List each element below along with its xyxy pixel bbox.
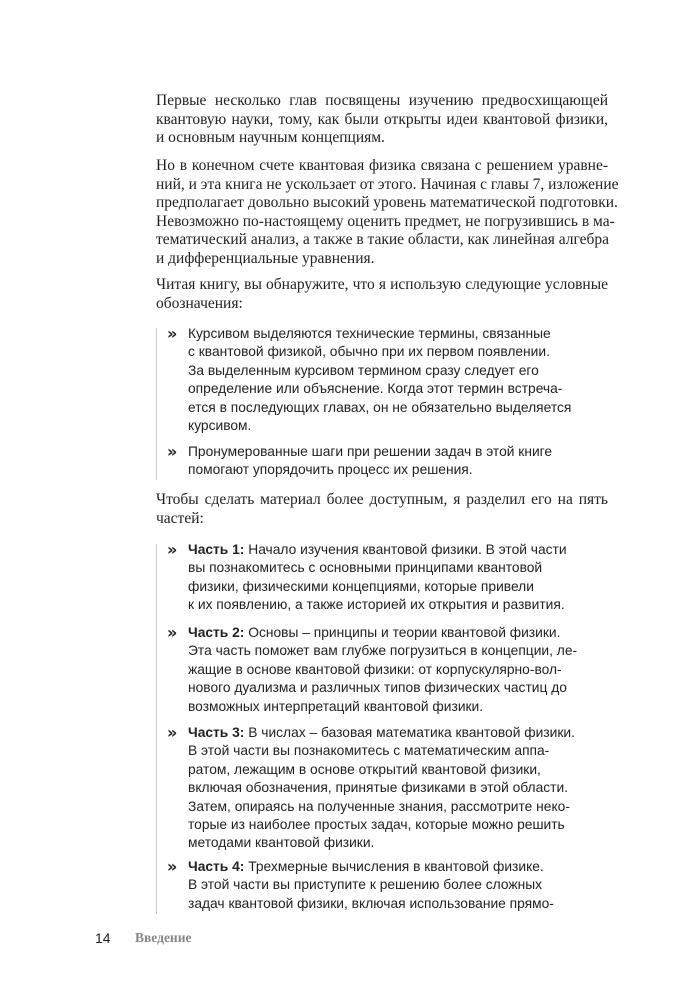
text-line: частей: [156,509,204,527]
intro-paragraph-2 [156,157,619,269]
text-line: определение или объяснение. Когда этот термин встреча- [188,381,563,397]
part-label: Часть 4: [188,859,245,874]
text-line: включая обозначения, принятые физиками в этой области. [188,780,569,796]
text-line: тематический анализ, а также в такие области, как линейная алгебра [156,231,610,249]
text-line: задач квантовой физики, включая использование прямо- [188,895,554,911]
text-line [188,624,583,642]
text-line: нового дуализма и различных типов физических частиц до [188,680,567,696]
text-line [188,541,583,559]
text-line: методами квантовой физики. [188,835,375,851]
text-line: жащие в основе квантовой физики: от корпускулярно-вол- [188,661,562,677]
parts-list [156,541,608,911]
bullet-chevron-icon: » [167,623,178,642]
text-line: Эта часть поможет вам глубже погрузиться в концепции, ле- [188,643,578,659]
text-line: курсивом. [188,418,252,434]
text-line: За выделенным курсивом термином сразу следует его [188,362,539,378]
list-item-text [188,325,583,435]
text-line: квантовую науки, тому, как были открыты идеи квантовой физики, [156,110,608,128]
text-line: В этой части вы познакомитесь с математическим аппа- [188,743,550,759]
page-number: 14 [95,930,111,946]
text-line: вы познакомитесь с основными принципами квантовой [188,560,543,576]
intro-paragraph-1 [156,92,608,148]
text-line: Затем, опираясь на полученные знания, рассмотрите неко- [188,798,570,814]
list-item-text [188,858,583,913]
text-line: с квантовой физикой, обычно при их первом появлении. [188,344,550,360]
text-line: Первые несколько глав посвящены изучению предвосхищающей [156,92,608,109]
text-line: Чтобы сделать материал более доступным, я разделил его на пять [156,491,608,508]
list-item-text [188,724,583,853]
part-title: Начало изучения квантовой физики. В этой части [244,542,567,557]
bullet-chevron-icon: » [167,540,178,559]
text-line [188,858,583,876]
text-line: обозначения: [156,294,243,312]
intro-paragraph-4 [156,491,608,528]
part-label: Часть 2: [188,625,245,640]
part-label: Часть 3: [188,725,245,740]
list-rule [156,328,157,480]
list-item-text [188,624,583,716]
bullet-chevron-icon: » [167,723,178,742]
list-rule [156,544,157,914]
running-head: Введение [135,930,192,945]
text-line [188,724,583,742]
bullet-chevron-icon: » [167,324,178,343]
text-line: и основным научным концепциям. [156,129,385,147]
text-line: физики, физическими концепциями, которые привели [188,578,534,594]
text-line: ется в последующих главах, он не обязательно выделяется [188,399,572,415]
part-title: Трехмерные вычисления в квантовой физике. [244,859,544,874]
text-line: возможных интерпретаций квантовой физики. [188,698,484,714]
text-line: Курсивом выделяются технические термины, связанные [188,326,551,341]
text-line: В этой части вы приступите к решению более сложных [188,877,543,893]
list-item-text [188,443,583,480]
text-line: Читая книгу, вы обнаружите, что я использую следующие условные [156,276,608,293]
text-line: Невозможно по-настоящему оценить предмет, не погрузившись в ма- [156,212,615,230]
text-line: предполагает довольно высокий уровень математической подготовки. [156,194,618,212]
text-line: и дифференциальные уравнения. [156,249,375,267]
part-title: В числах – базовая математика квантовой физики. [244,725,575,740]
bullet-chevron-icon: » [167,442,178,461]
text-line: помогают упорядочить процесс их решения. [188,462,473,478]
text-line: Но в конечном счете квантовая физика связана с решением уравне- [156,157,608,174]
text-line: ний, и эта книга не ускользает от этого. Начиная с главы 7, изложение [156,175,619,193]
part-title: Основы – принципы и теории квантовой физики. [244,625,561,640]
part-label: Часть 1: [188,542,245,557]
bullet-chevron-icon: » [167,857,178,876]
text-line: Пронумерованные шаги при решении задач в этой книге [188,444,553,459]
text-line: к их появлению, а также историей их открытия и развития. [188,597,565,613]
text-line: торые из наиболее простых задач, которые можно решить [188,817,565,833]
conventions-list [156,325,608,485]
text-line: ратом, лежащим в основе открытий квантовой физики, [188,761,541,777]
intro-paragraph-3 [156,276,608,313]
list-item-text [188,541,583,615]
